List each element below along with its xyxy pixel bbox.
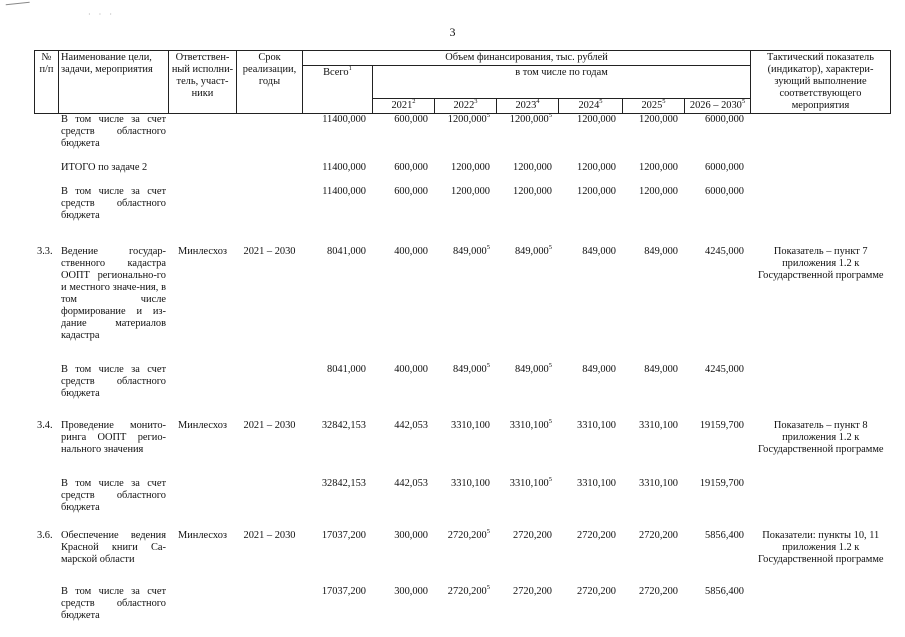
- row-year-value: [685, 530, 751, 566]
- row-name: В том числе за счет средств областного бюджета: [61, 478, 166, 513]
- row-year-value: [497, 364, 559, 400]
- value-amount: 442,053: [394, 420, 428, 431]
- value-amount: 1200,000: [577, 186, 616, 197]
- value-footnote: 5: [548, 244, 552, 251]
- row-year-value: [435, 246, 497, 342]
- row-year-value: [435, 364, 497, 400]
- row-responsible: [169, 478, 237, 514]
- row-year-value: [435, 420, 497, 456]
- row-responsible: [169, 114, 237, 151]
- row-period: [237, 478, 303, 514]
- value-amount: 2720,200: [577, 586, 616, 597]
- table-row: [35, 186, 891, 222]
- value-amount: 3310,100: [577, 478, 616, 489]
- value-amount: 1200,000: [639, 186, 678, 197]
- row-year-value: [559, 530, 623, 566]
- value-amount: 3310,100: [577, 420, 616, 431]
- row-year-value: [559, 162, 623, 174]
- table-row: [35, 246, 891, 342]
- value-amount: 400,000: [394, 364, 428, 375]
- row-year-value: [685, 162, 751, 174]
- row-spacer: [35, 566, 891, 586]
- row-year-value: [497, 478, 559, 514]
- table-row: [35, 162, 891, 174]
- row-num: [35, 186, 59, 222]
- value-amount: 1200,000: [577, 162, 616, 173]
- row-indicator: [751, 478, 891, 514]
- value-amount: 1200,000: [451, 186, 490, 197]
- row-year-value: [685, 114, 751, 151]
- table-row: [35, 478, 891, 514]
- value-amount: 6000,000: [705, 186, 744, 197]
- row-year-value: [623, 364, 685, 400]
- value-amount: 3310,100: [451, 420, 490, 431]
- row-year-value: [623, 478, 685, 514]
- row-year-value: [373, 420, 435, 456]
- header-total-footnote: 1: [348, 65, 352, 72]
- header-period: Срок реализации, годы: [237, 51, 303, 114]
- value-footnote: 5: [486, 584, 490, 591]
- value-amount: 849,000: [452, 364, 487, 375]
- value-amount: 4245,000: [705, 246, 744, 257]
- header-year-label: 2025: [641, 100, 663, 111]
- row-period: 2021 – 2030: [243, 246, 296, 257]
- row-year-value: [623, 186, 685, 222]
- row-num: 3.4.: [37, 420, 53, 431]
- spacer-cell: [35, 400, 891, 420]
- scan-artifact-line: [6, 2, 31, 11]
- row-year-value: [559, 114, 623, 151]
- value-footnote: 5: [486, 528, 490, 535]
- row-year-value: [623, 246, 685, 342]
- scan-artifact-dots: · · ·: [88, 10, 115, 19]
- row-indicator: Показатели: пункты 10, 11 приложения 1.2 к Государственной программе: [757, 530, 884, 565]
- spacer-cell: [35, 456, 891, 478]
- value-amount: 3310,100: [639, 478, 678, 489]
- value-amount: 3310,100: [639, 420, 678, 431]
- header-year: [623, 99, 685, 114]
- value-footnote: 5: [548, 476, 552, 483]
- row-spacer: [35, 456, 891, 478]
- row-year-value: [435, 114, 497, 151]
- value-amount: 1200,000: [513, 162, 552, 173]
- value-amount: 849,000: [514, 364, 549, 375]
- header-num: № п/п: [35, 51, 59, 114]
- row-year-value: [373, 114, 435, 151]
- row-year-value: [685, 586, 751, 622]
- header-total: [303, 66, 373, 114]
- header-year-label: 2024: [578, 100, 600, 111]
- row-year-value: [685, 186, 751, 222]
- header-year-footnote: 4: [536, 98, 540, 105]
- value-amount: 2720,200: [639, 586, 678, 597]
- row-indicator: Показатель – пункт 7 приложения 1.2 к Государственной программе: [757, 246, 884, 281]
- table-row: [35, 530, 891, 566]
- value-amount: 5856,400: [705, 530, 744, 541]
- row-name: Обеспечение ведения Красной книги Са-марской области: [61, 530, 166, 565]
- header-by-years: в том числе по годам: [373, 66, 751, 99]
- row-spacer: [35, 514, 891, 530]
- row-num: 3.3.: [37, 246, 53, 257]
- value-amount: 849,000: [582, 246, 616, 257]
- table-row: [35, 586, 891, 622]
- row-year-value: [373, 246, 435, 342]
- value-amount: 2720,200: [447, 530, 487, 541]
- row-total: 8041,000: [327, 364, 366, 375]
- value-footnote: 5: [486, 362, 490, 369]
- row-responsible: Минлесхоз: [178, 420, 227, 431]
- value-amount: 6000,000: [705, 162, 744, 173]
- row-period: [237, 364, 303, 400]
- value-amount: 5856,400: [705, 586, 744, 597]
- row-responsible: [169, 186, 237, 222]
- spacer-cell: [35, 514, 891, 530]
- row-name: В том числе за счет средств областного бюджета: [61, 364, 166, 399]
- row-name: В том числе за счет средств областного бюджета: [61, 186, 166, 221]
- row-year-value: [685, 364, 751, 400]
- header-total-label: Всего: [323, 67, 349, 78]
- header-year-footnote: 3: [474, 98, 478, 105]
- row-total: 32842,153: [321, 478, 366, 489]
- row-indicator: [751, 186, 891, 222]
- row-year-value: [559, 246, 623, 342]
- value-footnote: 5: [548, 362, 552, 369]
- row-year-value: [373, 186, 435, 222]
- row-total: 17037,200: [321, 586, 366, 597]
- value-amount: 2720,200: [577, 530, 616, 541]
- header-year-label: 2023: [515, 100, 537, 111]
- row-spacer: [35, 174, 891, 186]
- value-amount: 1200,000: [513, 186, 552, 197]
- row-indicator: Показатель – пункт 8 приложения 1.2 к Государственной программе: [757, 420, 884, 455]
- row-year-value: [497, 420, 559, 456]
- row-year-value: [559, 586, 623, 622]
- row-year-value: [373, 478, 435, 514]
- value-amount: 3310,100: [509, 478, 549, 489]
- row-total: 17037,200: [321, 530, 366, 541]
- value-amount: 849,000: [452, 246, 487, 257]
- row-spacer: [35, 342, 891, 364]
- header-year-footnote: 5: [741, 98, 746, 105]
- value-amount: 2720,200: [513, 586, 552, 597]
- value-amount: 400,000: [394, 246, 428, 257]
- row-num: [35, 586, 59, 622]
- value-amount: 6000,000: [705, 114, 744, 125]
- spacer-cell: [35, 342, 891, 364]
- table-header: [35, 51, 891, 114]
- row-name: Проведение монито-ринга ООПТ регио-нального значения: [61, 420, 166, 455]
- value-amount: 3310,100: [509, 420, 549, 431]
- row-period: 2021 – 2030: [243, 530, 296, 541]
- header-year: [685, 99, 751, 114]
- row-year-value: [559, 186, 623, 222]
- value-amount: 600,000: [394, 186, 428, 197]
- value-amount: 849,000: [644, 246, 678, 257]
- value-amount: 600,000: [394, 114, 428, 125]
- value-amount: 1200,000: [509, 114, 549, 125]
- row-year-value: [373, 586, 435, 622]
- row-year-value: [435, 186, 497, 222]
- row-responsible: [169, 586, 237, 622]
- row-year-value: [623, 586, 685, 622]
- row-num: 3.6.: [37, 530, 53, 541]
- value-amount: 300,000: [394, 530, 428, 541]
- table-body: [35, 114, 891, 623]
- row-year-value: [435, 586, 497, 622]
- row-year-value: [373, 162, 435, 174]
- spacer-cell: [35, 150, 891, 162]
- header-year-footnote: 2: [412, 98, 416, 105]
- header-responsible: Ответствен-ный исполни-тель, участ-ники: [169, 51, 237, 114]
- row-total: 8041,000: [327, 246, 366, 257]
- row-year-value: [373, 364, 435, 400]
- value-amount: 600,000: [394, 162, 428, 173]
- page-number: 3: [449, 25, 456, 39]
- row-period: [237, 114, 303, 151]
- table-row: [35, 420, 891, 456]
- financing-table: [34, 50, 891, 622]
- value-amount: 19159,700: [699, 478, 744, 489]
- row-total: 32842,153: [321, 420, 366, 431]
- row-year-value: [685, 420, 751, 456]
- value-amount: 849,000: [582, 364, 616, 375]
- header-year: [559, 99, 623, 114]
- header-year-footnote: 5: [662, 98, 666, 105]
- header-year-label: 2021: [391, 100, 413, 111]
- row-period: [237, 162, 303, 174]
- row-year-value: [623, 162, 685, 174]
- spacer-cell: [35, 566, 891, 586]
- row-name: В том числе за счет средств областного бюджета: [61, 586, 166, 621]
- spacer-cell: [35, 174, 891, 186]
- row-year-value: [497, 186, 559, 222]
- table-row: [35, 364, 891, 400]
- value-amount: 1200,000: [447, 114, 487, 125]
- row-num: [35, 364, 59, 400]
- row-year-value: [559, 420, 623, 456]
- row-period: 2021 – 2030: [243, 420, 296, 431]
- row-indicator: [751, 586, 891, 622]
- header-year-label: 2026 – 2030: [689, 100, 742, 111]
- row-num: [35, 478, 59, 514]
- row-num: [35, 114, 59, 151]
- value-amount: 4245,000: [705, 364, 744, 375]
- value-amount: 1200,000: [639, 114, 678, 125]
- row-year-value: [435, 530, 497, 566]
- header-year-footnote: 5: [599, 98, 603, 105]
- row-year-value: [373, 530, 435, 566]
- row-year-value: [623, 530, 685, 566]
- row-name: Ведение государ-ственного кадастра ООПТ регионально-го и местного значе-ния, в том числе формирование и из-дание материалов кадастра: [61, 246, 166, 341]
- row-total: 11400,000: [322, 162, 366, 173]
- row-spacer: [35, 222, 891, 246]
- value-footnote: 5: [548, 112, 552, 119]
- row-indicator: [751, 364, 891, 400]
- value-amount: 2720,200: [639, 530, 678, 541]
- row-responsible: [169, 162, 237, 174]
- row-name: ИТОГО по задаче 2: [61, 162, 148, 173]
- table-row: [35, 114, 891, 151]
- row-responsible: [169, 364, 237, 400]
- row-indicator: [751, 114, 891, 151]
- value-footnote: 5: [486, 244, 490, 251]
- value-amount: 3310,100: [451, 478, 490, 489]
- value-footnote: 5: [486, 112, 490, 119]
- row-responsible: Минлесхоз: [178, 530, 227, 541]
- row-year-value: [623, 420, 685, 456]
- value-amount: 1200,000: [451, 162, 490, 173]
- row-year-value: [435, 478, 497, 514]
- header-year-label: 2022: [453, 100, 475, 111]
- row-responsible: Минлесхоз: [178, 246, 227, 257]
- value-amount: 849,000: [644, 364, 678, 375]
- value-amount: 1200,000: [577, 114, 616, 125]
- row-spacer: [35, 150, 891, 162]
- row-indicator: [751, 162, 891, 174]
- header-funding: Объем финансирования, тыс. рублей: [303, 51, 751, 66]
- row-spacer: [35, 400, 891, 420]
- row-year-value: [685, 478, 751, 514]
- row-year-value: [497, 530, 559, 566]
- row-year-value: [435, 162, 497, 174]
- row-year-value: [497, 586, 559, 622]
- value-amount: 442,053: [394, 478, 428, 489]
- value-amount: 849,000: [514, 246, 549, 257]
- value-amount: 2720,200: [447, 586, 487, 597]
- row-year-value: [497, 162, 559, 174]
- spacer-cell: [35, 222, 891, 246]
- row-name: В том числе за счет средств областного бюджета: [61, 114, 166, 149]
- row-year-value: [685, 246, 751, 342]
- row-total: 11400,000: [322, 186, 366, 197]
- row-year-value: [623, 114, 685, 151]
- row-year-value: [497, 114, 559, 151]
- row-year-value: [559, 364, 623, 400]
- row-period: [237, 186, 303, 222]
- value-amount: 300,000: [394, 586, 428, 597]
- value-amount: 19159,700: [699, 420, 744, 431]
- value-amount: 2720,200: [513, 530, 552, 541]
- header-indicator: Тактический показатель (индикатор), характери-зующий выполнение соответствующего мероприятия: [751, 51, 891, 114]
- row-total: 11400,000: [322, 114, 366, 125]
- value-amount: 1200,000: [639, 162, 678, 173]
- row-num: [35, 162, 59, 174]
- row-period: [237, 586, 303, 622]
- header-year: [373, 99, 435, 114]
- header-name: Наименование цели, задачи, мероприятия: [59, 51, 169, 114]
- row-year-value: [559, 478, 623, 514]
- row-year-value: [497, 246, 559, 342]
- value-footnote: 5: [548, 418, 552, 425]
